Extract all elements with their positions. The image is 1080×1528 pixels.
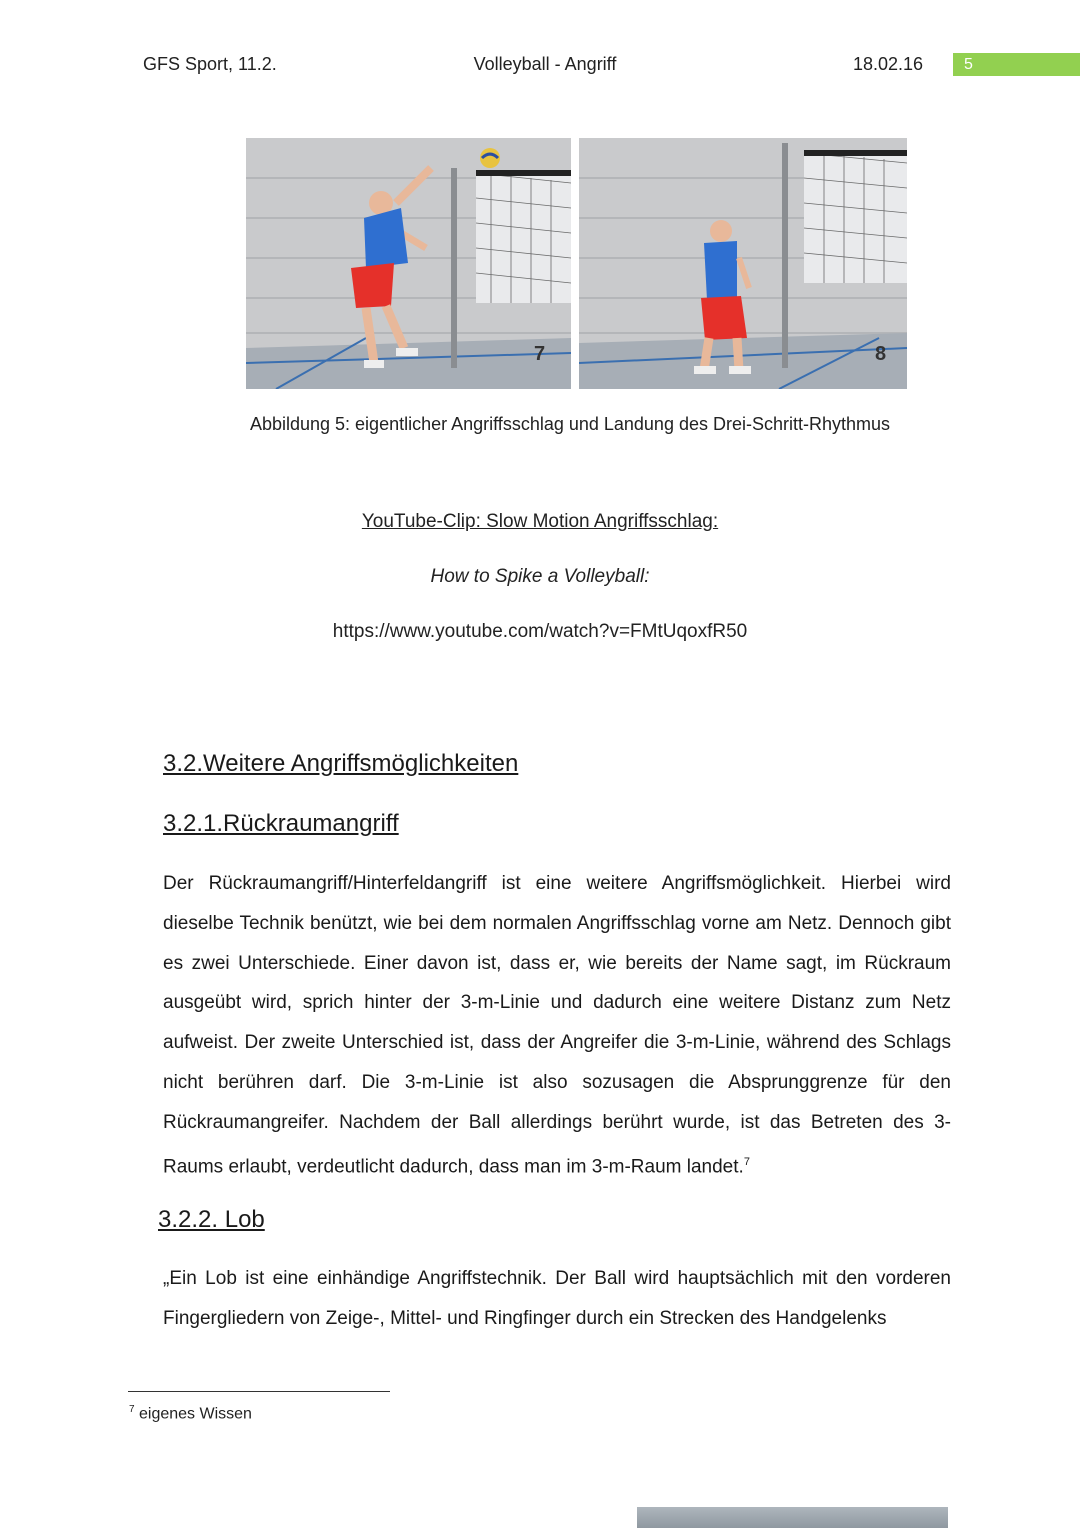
- section-heading-3-2-1: 3.2.1.Rückraumangriff: [163, 810, 399, 837]
- photo-number-8: 8: [875, 343, 887, 365]
- photo-landing: [579, 138, 907, 389]
- youtube-clip-title: YouTube-Clip: Slow Motion Angriffsschlag:: [361, 511, 719, 532]
- next-page-preview-strip: [637, 1507, 948, 1528]
- section-heading-3-2-2: 3.2.2. Lob: [158, 1206, 265, 1233]
- footnote-number: 7: [129, 1404, 135, 1415]
- figure-caption: Abbildung 5: eigentlicher Angriffsschlag und Landung des Drei-Schritt-Rhythmus: [249, 414, 891, 434]
- footnote-reference[interactable]: 7: [743, 1155, 750, 1168]
- paragraph-rueckraumangriff-text: Der Rückraumangriff/Hinterfeldangriff ist eine weitere Angriffsmöglichkeit. Hierbei wird dieselbe Technik benützt, wie bei dem normalen Angriffsschlag vorne am Netz. Dennoch gibt es zwei Unterschiede. Einer davon ist, dass er, wie bereits der Name sagt, im Rückraum ausgeübt wird, sprich hinter der 3-m-Linie und dadurch eine weitere Distanz zum Netz aufweist. Der zweite Unterschied ist, dass der Angreifer die 3-m-Linie, während des Schlags nicht berühren darf. Die 3-m-Linie ist also sozusagen die Absprunggrenze für den Rückraumangreifer. Nachdem der Ball allerdings berührt wurde, ist das Betreten des 3-Raums erlaubt, verdeutlicht dadurch, dass man im 3-m-Raum landet.: [163, 873, 951, 1177]
- header-title: Volleyball - Angriff: [473, 54, 617, 74]
- youtube-url-link[interactable]: https://www.youtube.com/watch?v=FMtUqoxfR50: [332, 621, 748, 642]
- paragraph-lob: „Ein Lob ist eine einhändige Angriffstechnik. Der Ball wird hauptsächlich mit den vorderen Fingergliedern von Zeige-, Mittel- und Ringfinger durch ein Strecken des Handgelenks: [163, 1268, 951, 1329]
- page-number: 5: [964, 56, 973, 73]
- footnote-text: eigenes Wissen: [134, 1405, 252, 1423]
- header-date: 18.02.16: [853, 54, 924, 74]
- paragraph-rueckraumangriff: [163, 864, 951, 1187]
- header-left: GFS Sport, 11.2.: [143, 54, 277, 74]
- section-heading-3-2: 3.2.Weitere Angriffsmöglichkeiten: [163, 750, 519, 777]
- youtube-clip-subtitle: How to Spike a Volleyball:: [430, 566, 650, 587]
- photo-spike-attack: [246, 138, 571, 389]
- footnote-divider: [128, 1391, 390, 1392]
- photo-number-7: 7: [534, 343, 546, 365]
- page-number-badge: [953, 53, 1080, 76]
- footnote: [129, 1404, 252, 1423]
